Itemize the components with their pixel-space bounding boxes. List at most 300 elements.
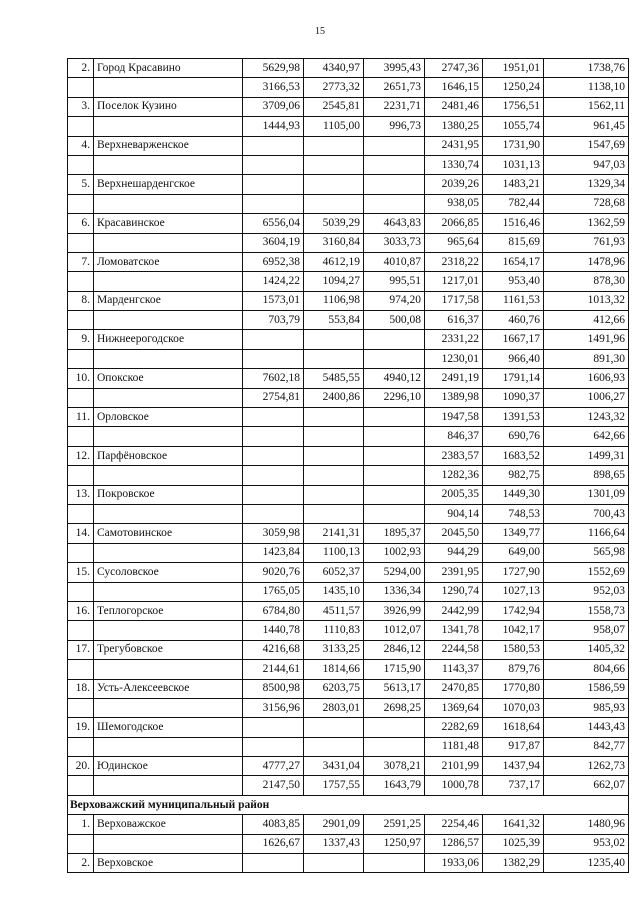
value-cell: 6556,04 xyxy=(243,214,304,233)
value-cell: 878,30 xyxy=(544,272,629,291)
table-row xyxy=(68,563,629,582)
table-row xyxy=(68,679,629,698)
value-cell: 2144,61 xyxy=(243,660,304,679)
settlement-name xyxy=(94,155,243,174)
row-number xyxy=(68,78,94,97)
value-cell: 995,51 xyxy=(364,272,425,291)
value-cell: 1330,74 xyxy=(425,155,483,174)
table-row xyxy=(68,621,629,640)
value-cell: 953,02 xyxy=(544,834,629,853)
value-cell: 782,44 xyxy=(483,194,544,213)
section-row xyxy=(68,795,629,814)
row-number: 16. xyxy=(68,601,94,620)
value-cell xyxy=(243,349,304,368)
settlement-name xyxy=(94,194,243,213)
settlement-name: Верхнешарденгское xyxy=(94,175,243,194)
value-cell: 2045,50 xyxy=(425,524,483,543)
value-cell: 1626,67 xyxy=(243,834,304,853)
value-cell: 2331,22 xyxy=(425,330,483,349)
value-cell: 1262,73 xyxy=(544,757,629,776)
value-cell: 879,76 xyxy=(483,660,544,679)
value-cell: 1606,93 xyxy=(544,369,629,388)
value-cell: 1301,09 xyxy=(544,485,629,504)
value-cell: 1138,10 xyxy=(544,78,629,97)
settlement-name xyxy=(94,272,243,291)
value-cell: 953,40 xyxy=(483,272,544,291)
value-cell xyxy=(243,485,304,504)
value-cell: 1643,79 xyxy=(364,776,425,795)
section-title: Верховажский муниципальный район xyxy=(68,795,629,814)
value-cell xyxy=(304,854,364,873)
value-cell: 1738,76 xyxy=(544,59,629,78)
table-row xyxy=(68,737,629,756)
value-cell: 2141,31 xyxy=(304,524,364,543)
value-cell: 938,05 xyxy=(425,194,483,213)
value-cell: 5294,00 xyxy=(364,563,425,582)
row-number xyxy=(68,621,94,640)
value-cell xyxy=(243,408,304,427)
value-cell: 1090,37 xyxy=(483,388,544,407)
value-cell: 5039,29 xyxy=(304,214,364,233)
value-cell: 7602,18 xyxy=(243,369,304,388)
value-cell: 1573,01 xyxy=(243,291,304,310)
row-number: 2. xyxy=(68,854,94,873)
value-cell: 958,07 xyxy=(544,621,629,640)
table-row xyxy=(68,582,629,601)
table-row xyxy=(68,524,629,543)
value-cell xyxy=(304,737,364,756)
value-cell: 649,00 xyxy=(483,543,544,562)
settlement-name: Сусоловское xyxy=(94,563,243,582)
settlement-name: Поселок Кузино xyxy=(94,97,243,116)
value-cell: 1181,48 xyxy=(425,737,483,756)
value-cell: 1742,94 xyxy=(483,601,544,620)
value-cell: 2442,99 xyxy=(425,601,483,620)
value-cell: 1424,22 xyxy=(243,272,304,291)
value-cell: 1094,27 xyxy=(304,272,364,291)
table-row xyxy=(68,543,629,562)
value-cell xyxy=(243,330,304,349)
value-cell: 3166,53 xyxy=(243,78,304,97)
row-number xyxy=(68,466,94,485)
row-number xyxy=(68,698,94,717)
table-row xyxy=(68,601,629,620)
value-cell: 1951,01 xyxy=(483,59,544,78)
value-cell xyxy=(304,349,364,368)
value-cell: 2296,10 xyxy=(364,388,425,407)
value-cell: 1250,24 xyxy=(483,78,544,97)
value-cell: 1814,66 xyxy=(304,660,364,679)
row-number xyxy=(68,233,94,252)
value-cell: 2901,09 xyxy=(304,815,364,834)
settlement-name xyxy=(94,78,243,97)
value-cell: 1437,94 xyxy=(483,757,544,776)
value-cell: 3033,73 xyxy=(364,233,425,252)
value-cell: 2383,57 xyxy=(425,446,483,465)
value-cell: 1443,43 xyxy=(544,718,629,737)
table-row xyxy=(68,427,629,446)
settlement-name xyxy=(94,776,243,795)
table-row xyxy=(68,815,629,834)
value-cell xyxy=(304,718,364,737)
row-number: 11. xyxy=(68,408,94,427)
value-cell xyxy=(364,136,425,155)
settlement-name: Марденгское xyxy=(94,291,243,310)
value-cell xyxy=(364,737,425,756)
settlement-name: Верховское xyxy=(94,854,243,873)
settlement-name xyxy=(94,233,243,252)
value-cell: 1947,58 xyxy=(425,408,483,427)
value-cell xyxy=(304,446,364,465)
value-cell xyxy=(304,427,364,446)
value-cell: 898,65 xyxy=(544,466,629,485)
value-cell: 944,29 xyxy=(425,543,483,562)
value-cell: 904,14 xyxy=(425,504,483,523)
value-cell: 2651,73 xyxy=(364,78,425,97)
settlement-name: Красавинское xyxy=(94,214,243,233)
value-cell: 917,87 xyxy=(483,737,544,756)
row-number: 18. xyxy=(68,679,94,698)
row-number: 19. xyxy=(68,718,94,737)
value-cell: 1440,78 xyxy=(243,621,304,640)
value-cell xyxy=(364,175,425,194)
value-cell: 1006,27 xyxy=(544,388,629,407)
table-row xyxy=(68,854,629,873)
value-cell: 1580,53 xyxy=(483,640,544,659)
row-number xyxy=(68,504,94,523)
table-row xyxy=(68,272,629,291)
value-cell: 1717,58 xyxy=(425,291,483,310)
settlement-name: Ломоватское xyxy=(94,252,243,271)
value-cell: 1562,11 xyxy=(544,97,629,116)
value-cell: 616,37 xyxy=(425,311,483,330)
value-cell xyxy=(243,427,304,446)
settlement-name xyxy=(94,582,243,601)
row-number xyxy=(68,543,94,562)
value-cell: 4216,68 xyxy=(243,640,304,659)
row-number: 15. xyxy=(68,563,94,582)
row-number xyxy=(68,194,94,213)
value-cell: 642,66 xyxy=(544,427,629,446)
value-cell: 1000,78 xyxy=(425,776,483,795)
value-cell: 3709,06 xyxy=(243,97,304,116)
value-cell: 2470,85 xyxy=(425,679,483,698)
value-cell xyxy=(364,349,425,368)
value-cell: 1161,53 xyxy=(483,291,544,310)
row-number: 12. xyxy=(68,446,94,465)
row-number xyxy=(68,737,94,756)
table-row xyxy=(68,698,629,717)
value-cell: 1480,96 xyxy=(544,815,629,834)
value-cell: 1329,34 xyxy=(544,175,629,194)
row-number xyxy=(68,388,94,407)
row-number xyxy=(68,349,94,368)
value-cell: 3078,21 xyxy=(364,757,425,776)
value-cell xyxy=(304,504,364,523)
value-cell: 1042,17 xyxy=(483,621,544,640)
value-cell: 2066,85 xyxy=(425,214,483,233)
settlement-name: Орловское xyxy=(94,408,243,427)
value-cell: 2545,81 xyxy=(304,97,364,116)
value-cell: 1933,06 xyxy=(425,854,483,873)
value-cell xyxy=(243,466,304,485)
value-cell: 3156,96 xyxy=(243,698,304,717)
value-cell: 3995,43 xyxy=(364,59,425,78)
value-cell: 2147,50 xyxy=(243,776,304,795)
row-number: 6. xyxy=(68,214,94,233)
value-cell xyxy=(364,466,425,485)
value-cell: 1382,29 xyxy=(483,854,544,873)
settlement-name xyxy=(94,737,243,756)
value-cell: 1243,32 xyxy=(544,408,629,427)
value-cell: 2039,26 xyxy=(425,175,483,194)
value-cell: 1110,83 xyxy=(304,621,364,640)
table-row xyxy=(68,291,629,310)
settlement-name: Трегубовское xyxy=(94,640,243,659)
table-row xyxy=(68,175,629,194)
value-cell xyxy=(243,854,304,873)
value-cell: 3431,04 xyxy=(304,757,364,776)
settlement-name xyxy=(94,698,243,717)
row-number: 2. xyxy=(68,59,94,78)
value-cell: 6052,37 xyxy=(304,563,364,582)
value-cell: 1683,52 xyxy=(483,446,544,465)
table-row xyxy=(68,252,629,271)
row-number xyxy=(68,660,94,679)
value-cell: 2244,58 xyxy=(425,640,483,659)
value-cell xyxy=(364,330,425,349)
value-cell: 2318,22 xyxy=(425,252,483,271)
row-number xyxy=(68,155,94,174)
settlement-name: Самотовинское xyxy=(94,524,243,543)
value-cell: 1791,14 xyxy=(483,369,544,388)
value-cell: 1143,37 xyxy=(425,660,483,679)
value-cell xyxy=(243,136,304,155)
row-number xyxy=(68,776,94,795)
value-cell: 1618,64 xyxy=(483,718,544,737)
value-cell: 2803,01 xyxy=(304,698,364,717)
value-cell: 2231,71 xyxy=(364,97,425,116)
value-cell: 1100,13 xyxy=(304,543,364,562)
value-cell xyxy=(243,175,304,194)
value-cell: 9020,76 xyxy=(243,563,304,582)
value-cell: 2391,95 xyxy=(425,563,483,582)
value-cell: 3059,98 xyxy=(243,524,304,543)
settlement-name xyxy=(94,427,243,446)
row-number: 17. xyxy=(68,640,94,659)
value-cell: 2005,35 xyxy=(425,485,483,504)
value-cell: 974,20 xyxy=(364,291,425,310)
table-row xyxy=(68,504,629,523)
value-cell xyxy=(364,485,425,504)
value-cell: 500,08 xyxy=(364,311,425,330)
value-cell xyxy=(243,446,304,465)
value-cell: 1070,03 xyxy=(483,698,544,717)
settlement-name: Верховажское xyxy=(94,815,243,834)
value-cell xyxy=(364,155,425,174)
row-number: 13. xyxy=(68,485,94,504)
value-cell: 412,66 xyxy=(544,311,629,330)
value-cell: 1391,53 xyxy=(483,408,544,427)
value-cell xyxy=(243,718,304,737)
value-cell: 1895,37 xyxy=(364,524,425,543)
settlement-name xyxy=(94,117,243,136)
row-number xyxy=(68,272,94,291)
value-cell: 5485,55 xyxy=(304,369,364,388)
value-cell: 1290,74 xyxy=(425,582,483,601)
row-number: 4. xyxy=(68,136,94,155)
value-cell: 1336,34 xyxy=(364,582,425,601)
value-cell: 966,40 xyxy=(483,349,544,368)
value-cell xyxy=(364,854,425,873)
value-cell: 1478,96 xyxy=(544,252,629,271)
value-cell: 5613,17 xyxy=(364,679,425,698)
value-cell: 1027,13 xyxy=(483,582,544,601)
value-cell: 1667,17 xyxy=(483,330,544,349)
table-row xyxy=(68,155,629,174)
value-cell: 2747,36 xyxy=(425,59,483,78)
value-cell: 4777,27 xyxy=(243,757,304,776)
value-cell: 703,79 xyxy=(243,311,304,330)
value-cell: 6784,80 xyxy=(243,601,304,620)
value-cell: 1286,57 xyxy=(425,834,483,853)
settlement-name: Верхневарженское xyxy=(94,136,243,155)
value-cell: 846,37 xyxy=(425,427,483,446)
value-cell: 952,03 xyxy=(544,582,629,601)
value-cell: 1449,30 xyxy=(483,485,544,504)
value-cell xyxy=(304,175,364,194)
value-cell xyxy=(304,466,364,485)
value-cell: 2400,86 xyxy=(304,388,364,407)
table-row xyxy=(68,446,629,465)
page-number: 15 xyxy=(315,26,325,37)
settlement-name: Теплогорское xyxy=(94,601,243,620)
value-cell: 2773,32 xyxy=(304,78,364,97)
row-number: 9. xyxy=(68,330,94,349)
table-row xyxy=(68,485,629,504)
value-cell: 1013,32 xyxy=(544,291,629,310)
settlement-name xyxy=(94,504,243,523)
row-number: 10. xyxy=(68,369,94,388)
settlement-name xyxy=(94,660,243,679)
value-cell: 4511,57 xyxy=(304,601,364,620)
table-row xyxy=(68,97,629,116)
value-cell: 1499,31 xyxy=(544,446,629,465)
row-number: 20. xyxy=(68,757,94,776)
table-row xyxy=(68,136,629,155)
value-cell: 662,07 xyxy=(544,776,629,795)
value-cell: 3160,84 xyxy=(304,233,364,252)
value-cell: 1362,59 xyxy=(544,214,629,233)
value-cell: 1654,17 xyxy=(483,252,544,271)
row-number xyxy=(68,582,94,601)
table-row xyxy=(68,369,629,388)
settlement-name: Покровское xyxy=(94,485,243,504)
value-cell: 891,30 xyxy=(544,349,629,368)
table-row xyxy=(68,388,629,407)
value-cell: 690,76 xyxy=(483,427,544,446)
value-cell: 1444,93 xyxy=(243,117,304,136)
value-cell: 1230,01 xyxy=(425,349,483,368)
table-row xyxy=(68,194,629,213)
value-cell: 1369,64 xyxy=(425,698,483,717)
value-cell: 4612,19 xyxy=(304,252,364,271)
value-cell: 1106,98 xyxy=(304,291,364,310)
table-row xyxy=(68,78,629,97)
value-cell: 728,68 xyxy=(544,194,629,213)
table-row xyxy=(68,660,629,679)
value-cell: 1435,10 xyxy=(304,582,364,601)
value-cell: 4010,87 xyxy=(364,252,425,271)
value-cell xyxy=(243,194,304,213)
table-row xyxy=(68,776,629,795)
value-cell: 961,45 xyxy=(544,117,629,136)
value-cell: 2491,19 xyxy=(425,369,483,388)
table-row xyxy=(68,834,629,853)
row-number: 1. xyxy=(68,815,94,834)
value-cell: 1055,74 xyxy=(483,117,544,136)
value-cell xyxy=(364,504,425,523)
value-cell: 700,43 xyxy=(544,504,629,523)
value-cell: 842,77 xyxy=(544,737,629,756)
value-cell: 1235,40 xyxy=(544,854,629,873)
value-cell xyxy=(364,718,425,737)
table-row xyxy=(68,757,629,776)
value-cell: 947,03 xyxy=(544,155,629,174)
row-number: 14. xyxy=(68,524,94,543)
value-cell: 1646,15 xyxy=(425,78,483,97)
table-row xyxy=(68,408,629,427)
value-cell: 1641,32 xyxy=(483,815,544,834)
tariff-table xyxy=(67,58,629,873)
value-cell: 1389,98 xyxy=(425,388,483,407)
value-cell: 5629,98 xyxy=(243,59,304,78)
table-row xyxy=(68,59,629,78)
row-number: 7. xyxy=(68,252,94,271)
value-cell: 1586,59 xyxy=(544,679,629,698)
settlement-name: Нижнеерогодское xyxy=(94,330,243,349)
settlement-name xyxy=(94,388,243,407)
table-row xyxy=(68,330,629,349)
value-cell xyxy=(364,446,425,465)
value-cell: 965,64 xyxy=(425,233,483,252)
table-row xyxy=(68,349,629,368)
value-cell: 1727,90 xyxy=(483,563,544,582)
row-number: 3. xyxy=(68,97,94,116)
table-row xyxy=(68,466,629,485)
value-cell: 2698,25 xyxy=(364,698,425,717)
settlement-name xyxy=(94,543,243,562)
settlement-name: Город Красавино xyxy=(94,59,243,78)
value-cell: 4940,12 xyxy=(364,369,425,388)
value-cell xyxy=(364,408,425,427)
value-cell: 982,75 xyxy=(483,466,544,485)
value-cell: 1349,77 xyxy=(483,524,544,543)
value-cell: 1547,69 xyxy=(544,136,629,155)
table-row xyxy=(68,214,629,233)
settlement-name xyxy=(94,621,243,640)
value-cell: 761,93 xyxy=(544,233,629,252)
value-cell: 6952,38 xyxy=(243,252,304,271)
value-cell: 565,98 xyxy=(544,543,629,562)
settlement-name: Усть-Алексеевское xyxy=(94,679,243,698)
value-cell: 815,69 xyxy=(483,233,544,252)
settlement-name xyxy=(94,349,243,368)
value-cell: 1731,90 xyxy=(483,136,544,155)
value-cell: 3604,19 xyxy=(243,233,304,252)
settlement-name: Парфёновское xyxy=(94,446,243,465)
settlement-name xyxy=(94,834,243,853)
